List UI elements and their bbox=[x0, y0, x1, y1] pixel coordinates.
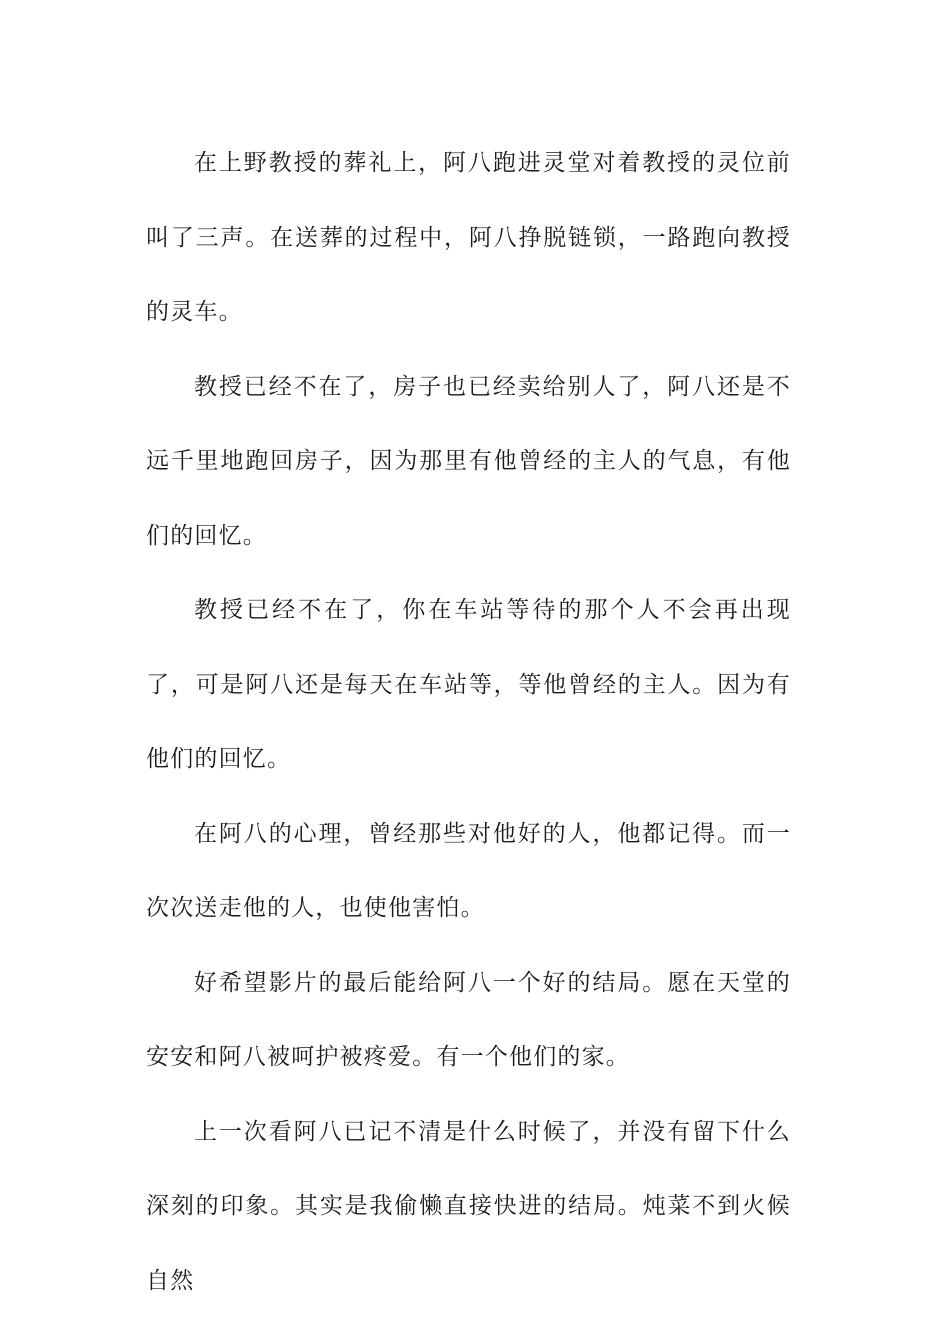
paragraph: 上一次看阿八已记不清是什么时候了，并没有留下什么深刻的印象。其实是我偷懒直接快进的结局。炖菜不到火候自然 bbox=[146, 1118, 791, 1294]
paragraph: 在阿八的心理，曾经那些对他好的人，他都记得。而一次次送走他的人，也使他害怕。 bbox=[146, 820, 791, 921]
document-body bbox=[146, 126, 791, 1318]
paragraph: 教授已经不在了，你在车站等待的那个人不会再出现了，可是阿八还是每天在车站等，等他曾经的主人。因为有他们的回忆。 bbox=[146, 597, 791, 772]
paragraph: 好希望影片的最后能给阿八一个好的结局。愿在天堂的安安和阿八被呵护被疼爱。有一个他们的家。 bbox=[146, 969, 791, 1070]
paragraph: 教授已经不在了，房子也已经卖给别人了，阿八还是不远千里地跑回房子，因为那里有他曾经的主人的气息，有他们的回忆。 bbox=[146, 373, 791, 549]
paragraph: 在上野教授的葬礼上，阿八跑进灵堂对着教授的灵位前叫了三声。在送葬的过程中，阿八挣脱链锁，一路跑向教授的灵车。 bbox=[146, 150, 791, 325]
